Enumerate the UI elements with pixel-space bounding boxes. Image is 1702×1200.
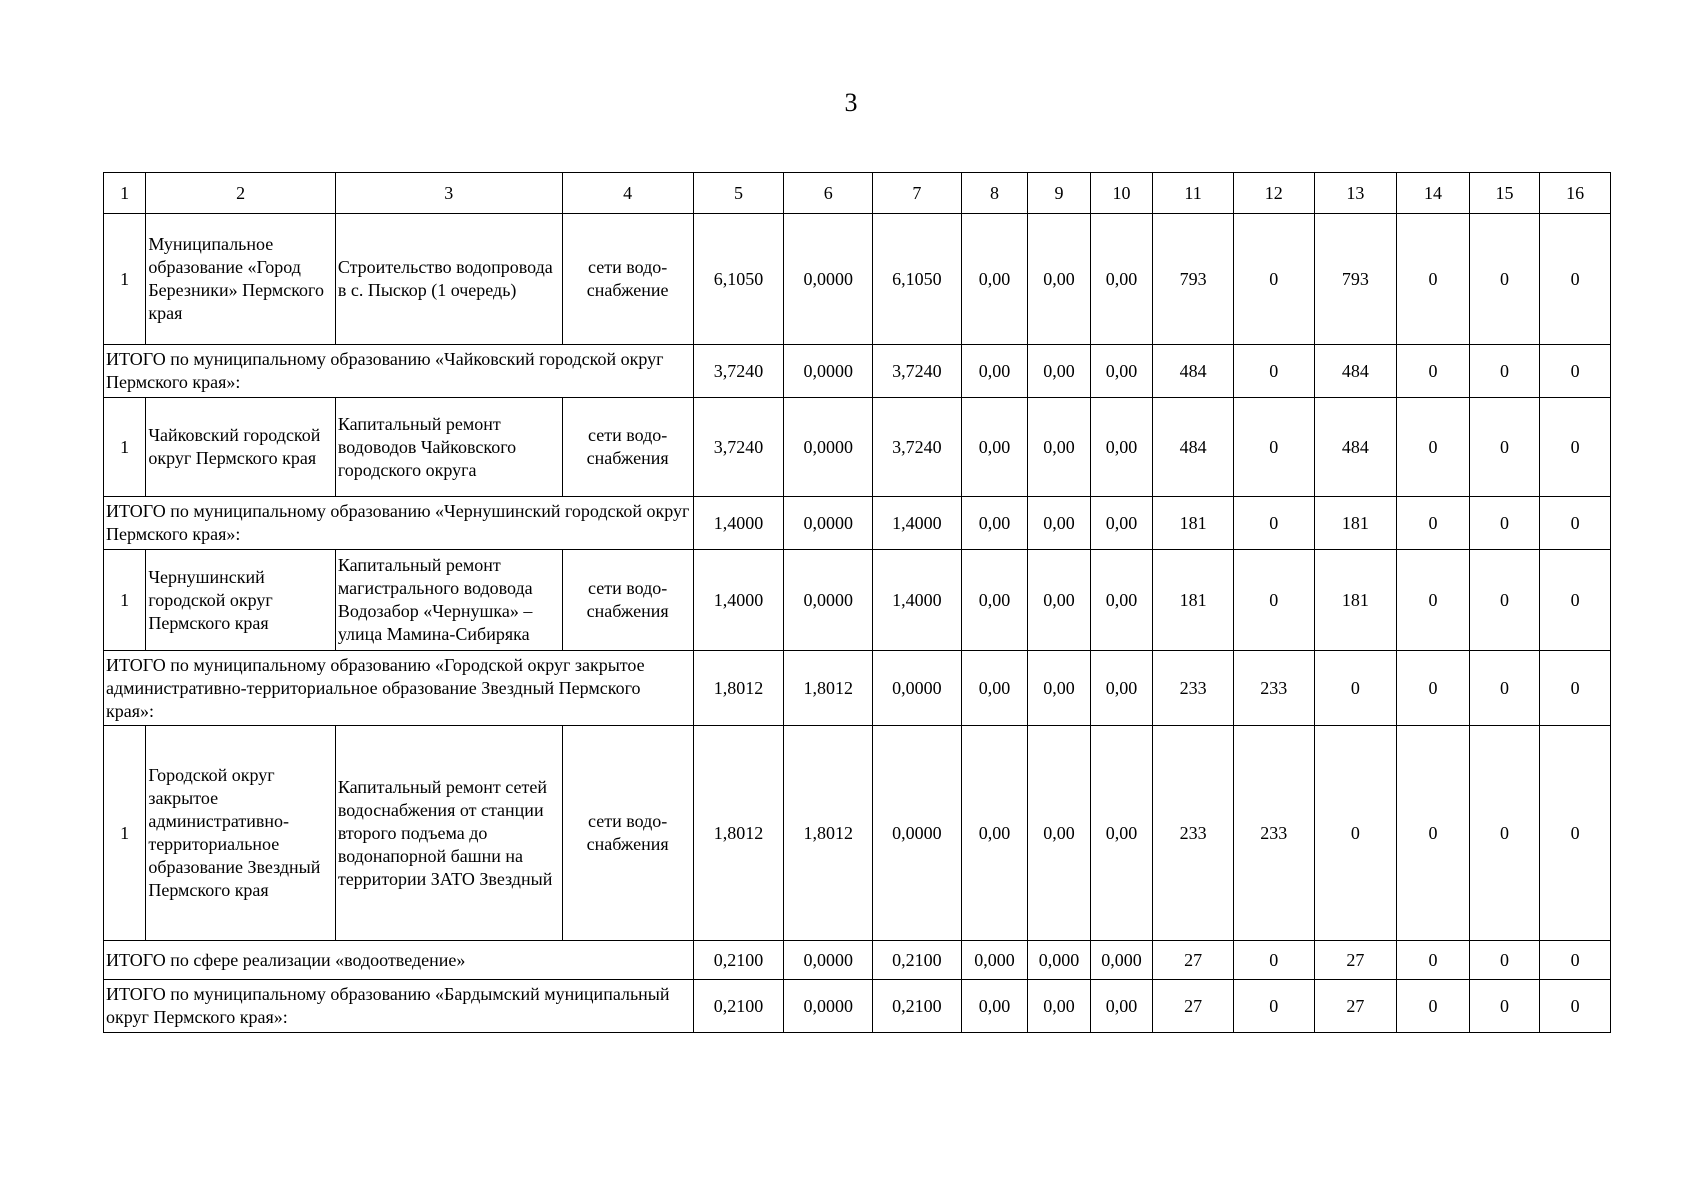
value-cell: 0,000	[1028, 941, 1090, 980]
row-number: 1	[104, 726, 146, 941]
header-cell: 2	[146, 173, 336, 214]
value-cell: 27	[1153, 941, 1234, 980]
value-cell: 0,00	[1090, 214, 1152, 345]
value-cell: 0,00	[1028, 497, 1090, 550]
value-cell: 484	[1153, 345, 1234, 398]
value-cell: 0	[1314, 651, 1397, 726]
header-cell: 16	[1540, 173, 1611, 214]
value-cell: 0	[1397, 726, 1470, 941]
data-table	[103, 172, 1611, 1033]
value-cell: 0,00	[961, 497, 1028, 550]
value-cell: 6,1050	[873, 214, 962, 345]
value-cell: 0,0000	[784, 345, 873, 398]
value-cell: 6,1050	[693, 214, 784, 345]
value-cell: 0,0000	[873, 651, 962, 726]
total-label: ИТОГО по сфере реализации «водоотведение»	[104, 941, 694, 980]
value-cell: 0	[1540, 497, 1611, 550]
value-cell: 0	[1540, 550, 1611, 651]
value-cell: 0	[1540, 345, 1611, 398]
value-cell: 3,7240	[693, 398, 784, 497]
value-cell: 0	[1397, 497, 1470, 550]
item-row	[104, 726, 1611, 941]
value-cell: 0	[1469, 214, 1540, 345]
municipality-cell: Чернушинский городской округ Пермского края	[146, 550, 336, 651]
header-cell: 7	[873, 173, 962, 214]
value-cell: 181	[1314, 550, 1397, 651]
value-cell: 0	[1469, 345, 1540, 398]
value-cell: 0,0000	[784, 497, 873, 550]
value-cell: 0,00	[1028, 980, 1090, 1033]
total-row	[104, 497, 1611, 550]
value-cell: 0,00	[1090, 345, 1152, 398]
value-cell: 0,2100	[873, 980, 962, 1033]
value-cell: 0,00	[961, 550, 1028, 651]
value-cell: 0,00	[1090, 726, 1152, 941]
value-cell: 1,8012	[784, 726, 873, 941]
value-cell: 793	[1153, 214, 1234, 345]
value-cell: 27	[1314, 980, 1397, 1033]
value-cell: 0,00	[961, 980, 1028, 1033]
total-row	[104, 941, 1611, 980]
header-row	[104, 173, 1611, 214]
header-cell: 13	[1314, 173, 1397, 214]
value-cell: 0,00	[961, 398, 1028, 497]
value-cell: 0,0000	[784, 941, 873, 980]
value-cell: 0	[1469, 726, 1540, 941]
value-cell: 0,00	[1028, 345, 1090, 398]
value-cell: 0,2100	[693, 941, 784, 980]
value-cell: 0	[1540, 726, 1611, 941]
value-cell: 233	[1233, 726, 1314, 941]
value-cell: 0	[1469, 651, 1540, 726]
value-cell: 0	[1233, 214, 1314, 345]
value-cell: 0	[1397, 980, 1470, 1033]
total-label: ИТОГО по муниципальному образованию «Чайковский городской округ Пермского края»:	[104, 345, 694, 398]
value-cell: 0,00	[1028, 398, 1090, 497]
value-cell: 0,0000	[784, 980, 873, 1033]
value-cell: 0	[1397, 345, 1470, 398]
value-cell: 0	[1540, 941, 1611, 980]
value-cell: 0,0000	[784, 550, 873, 651]
value-cell: 0	[1540, 214, 1611, 345]
value-cell: 1,4000	[693, 550, 784, 651]
header-cell: 5	[693, 173, 784, 214]
value-cell: 0	[1233, 497, 1314, 550]
project-cell: Капитальный ремонт магистрального водовода Водозабор «Чернушка» – улица Мамина-Сибиряка	[335, 550, 562, 651]
item-row	[104, 398, 1611, 497]
total-row	[104, 651, 1611, 726]
value-cell: 0	[1469, 398, 1540, 497]
value-cell: 27	[1153, 980, 1234, 1033]
value-cell: 181	[1153, 497, 1234, 550]
value-cell: 0,00	[1028, 214, 1090, 345]
value-cell: 0	[1233, 398, 1314, 497]
total-label: ИТОГО по муниципальному образованию «Бардымский муниципальный округ Пермского края»:	[104, 980, 694, 1033]
header-cell: 11	[1153, 173, 1234, 214]
header-cell: 4	[562, 173, 693, 214]
value-cell: 0,00	[961, 214, 1028, 345]
header-cell: 3	[335, 173, 562, 214]
value-cell: 0	[1540, 398, 1611, 497]
value-cell: 0	[1314, 726, 1397, 941]
value-cell: 0,00	[1090, 550, 1152, 651]
total-label: ИТОГО по муниципальному образованию «Городской округ закрытое административно-территориальное образование Звездный Пермского края»:	[104, 651, 694, 726]
value-cell: 0,2100	[693, 980, 784, 1033]
value-cell: 484	[1153, 398, 1234, 497]
value-cell: 233	[1233, 651, 1314, 726]
value-cell: 0	[1469, 941, 1540, 980]
value-cell: 0	[1397, 398, 1470, 497]
value-cell: 1,8012	[693, 651, 784, 726]
value-cell: 181	[1153, 550, 1234, 651]
value-cell: 0,000	[961, 941, 1028, 980]
header-cell: 15	[1469, 173, 1540, 214]
value-cell: 1,8012	[784, 651, 873, 726]
value-cell: 1,4000	[873, 550, 962, 651]
value-cell: 0	[1397, 550, 1470, 651]
value-cell: 0	[1397, 214, 1470, 345]
municipality-cell: Муниципальное образование «Город Березники» Пермского края	[146, 214, 336, 345]
value-cell: 484	[1314, 345, 1397, 398]
network-type-cell: сети водо-снабжения	[562, 726, 693, 941]
value-cell: 0,00	[1028, 550, 1090, 651]
header-cell: 8	[961, 173, 1028, 214]
header-cell: 9	[1028, 173, 1090, 214]
value-cell: 0	[1469, 497, 1540, 550]
value-cell: 0	[1397, 651, 1470, 726]
value-cell: 0	[1233, 550, 1314, 651]
value-cell: 0	[1233, 941, 1314, 980]
header-cell: 12	[1233, 173, 1314, 214]
value-cell: 0,00	[961, 345, 1028, 398]
value-cell: 0,00	[1090, 398, 1152, 497]
value-cell: 0,00	[1090, 651, 1152, 726]
header-cell: 6	[784, 173, 873, 214]
value-cell: 0,00	[961, 726, 1028, 941]
value-cell: 1,8012	[693, 726, 784, 941]
row-number: 1	[104, 550, 146, 651]
total-row	[104, 345, 1611, 398]
header-cell: 14	[1397, 173, 1470, 214]
value-cell: 793	[1314, 214, 1397, 345]
value-cell: 3,7240	[873, 398, 962, 497]
value-cell: 0	[1469, 980, 1540, 1033]
item-row	[104, 550, 1611, 651]
row-number: 1	[104, 214, 146, 345]
value-cell: 0	[1233, 980, 1314, 1033]
value-cell: 0,00	[961, 651, 1028, 726]
value-cell: 484	[1314, 398, 1397, 497]
value-cell: 0,00	[1090, 980, 1152, 1033]
project-cell: Капитальный ремонт сетей водоснабжения от станции второго подъема до водонапорной башни на территории ЗАТО Звездный	[335, 726, 562, 941]
total-label: ИТОГО по муниципальному образованию «Чернушинский городской округ Пермского края»:	[104, 497, 694, 550]
value-cell: 27	[1314, 941, 1397, 980]
value-cell: 0	[1397, 941, 1470, 980]
value-cell: 0,00	[1090, 497, 1152, 550]
value-cell: 1,4000	[693, 497, 784, 550]
project-cell: Строительство водопровода в с. Пыскор (1 очередь)	[335, 214, 562, 345]
page-number: 3	[844, 88, 858, 117]
header-cell: 1	[104, 173, 146, 214]
item-row	[104, 214, 1611, 345]
total-row	[104, 980, 1611, 1033]
value-cell: 233	[1153, 651, 1234, 726]
value-cell: 0,0000	[873, 726, 962, 941]
value-cell: 0	[1540, 980, 1611, 1033]
project-cell: Капитальный ремонт водоводов Чайковского городского округа	[335, 398, 562, 497]
municipality-cell: Чайковский городской округ Пермского края	[146, 398, 336, 497]
network-type-cell: сети водо-снабжение	[562, 214, 693, 345]
value-cell: 0	[1469, 550, 1540, 651]
value-cell: 3,7240	[873, 345, 962, 398]
value-cell: 0	[1540, 651, 1611, 726]
value-cell: 0,0000	[784, 398, 873, 497]
network-type-cell: сети водо-снабжения	[562, 550, 693, 651]
header-cell: 10	[1090, 173, 1152, 214]
value-cell: 0,00	[1028, 651, 1090, 726]
value-cell: 0	[1233, 345, 1314, 398]
row-number: 1	[104, 398, 146, 497]
value-cell: 0,0000	[784, 214, 873, 345]
value-cell: 1,4000	[873, 497, 962, 550]
value-cell: 0,000	[1090, 941, 1152, 980]
value-cell: 233	[1153, 726, 1234, 941]
value-cell: 181	[1314, 497, 1397, 550]
network-type-cell: сети водо-снабжения	[562, 398, 693, 497]
value-cell: 3,7240	[693, 345, 784, 398]
value-cell: 0,00	[1028, 726, 1090, 941]
municipality-cell: Городской округ закрытое административно-территориальное образование Звездный Пермского края	[146, 726, 336, 941]
value-cell: 0,2100	[873, 941, 962, 980]
